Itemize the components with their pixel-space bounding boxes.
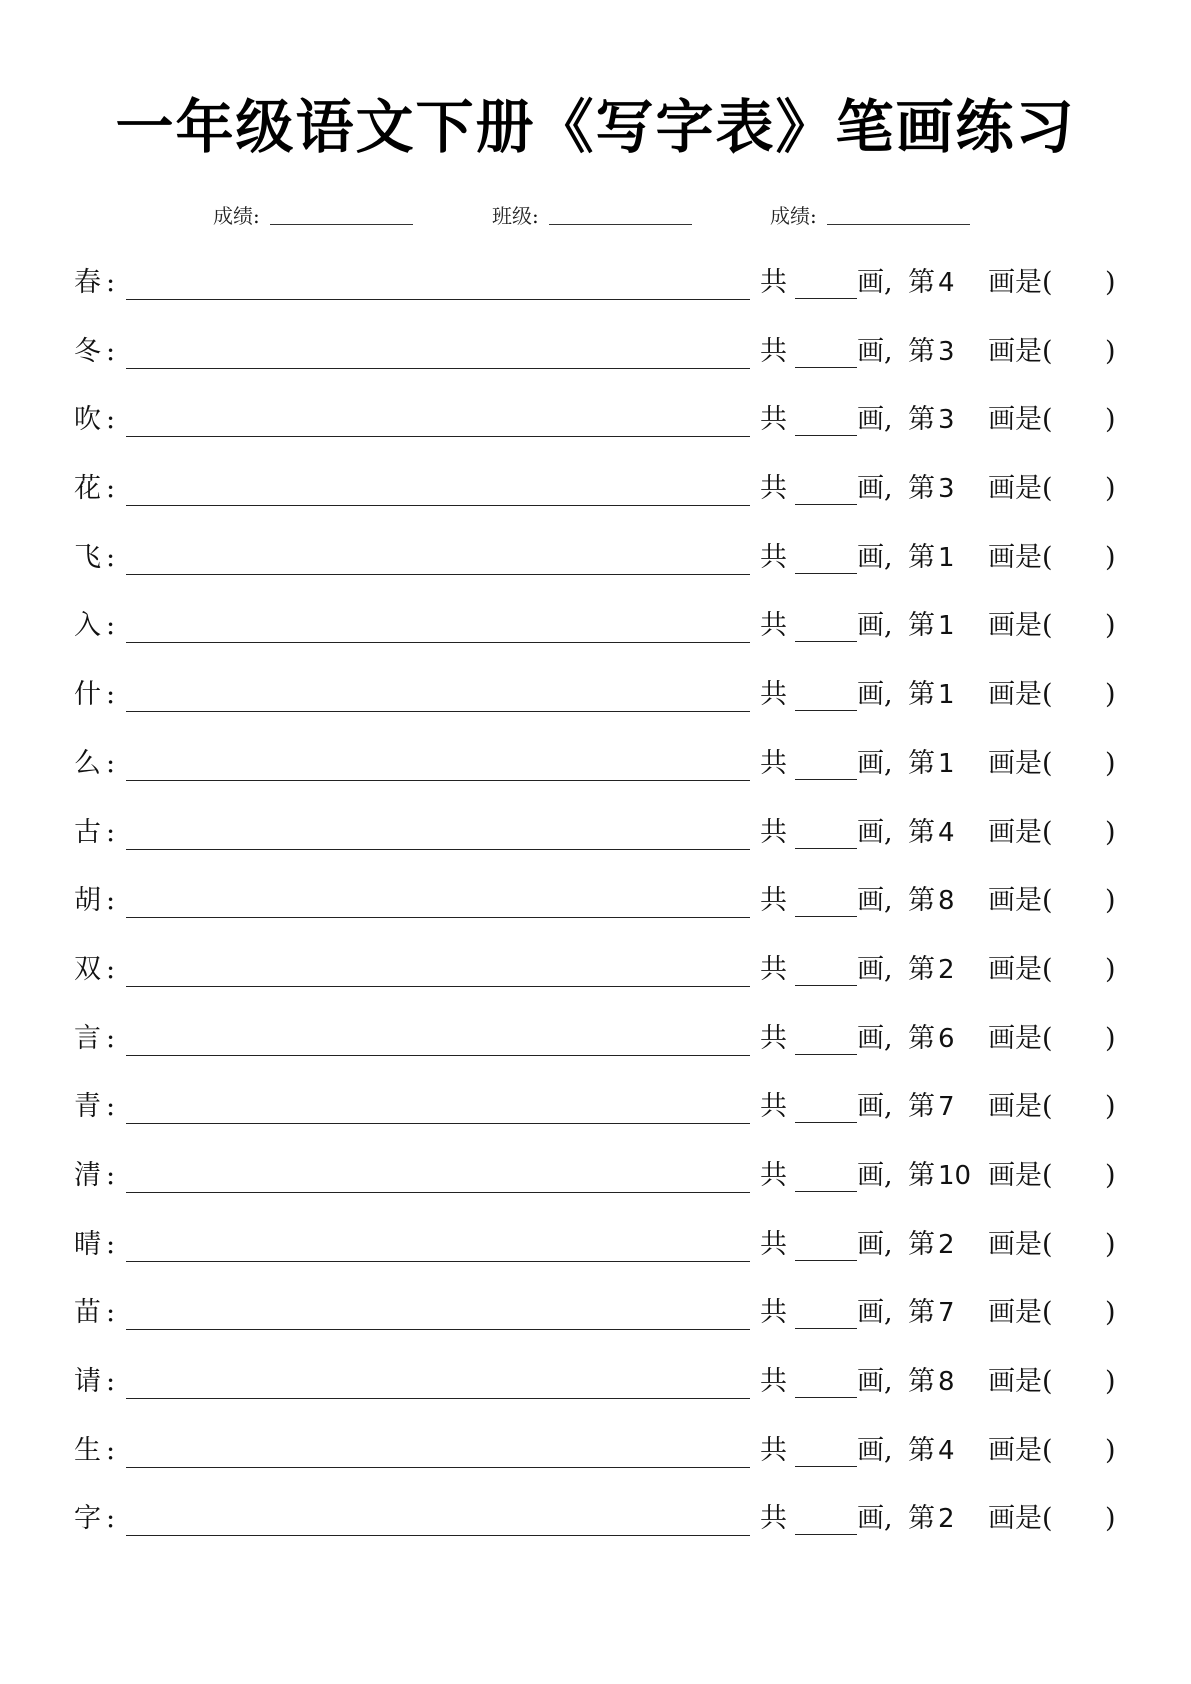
ordinal-label: 第	[908, 1503, 935, 1535]
stroke-count-blank[interactable]	[795, 1190, 857, 1192]
character-colon: :	[106, 335, 116, 367]
stroke-order-answer-line[interactable]	[126, 916, 750, 918]
stroke-order-answer-line[interactable]	[126, 1260, 750, 1262]
stroke-unit-label: 画,	[857, 1503, 893, 1535]
stroke-order-answer-line[interactable]	[126, 1328, 750, 1330]
stroke-order-answer-line[interactable]	[126, 848, 750, 850]
ordinal-label: 第	[908, 1091, 935, 1123]
answer-paren-close: )	[1105, 335, 1116, 367]
exercise-row	[0, 1151, 1191, 1220]
stroke-order-answer-line[interactable]	[126, 641, 750, 643]
stroke-number: 4	[938, 1435, 955, 1466]
stroke-count-blank[interactable]	[795, 366, 857, 368]
stroke-unit-label: 画,	[857, 1366, 893, 1397]
stroke-number: 2	[938, 954, 955, 985]
exercise-row	[0, 1494, 1191, 1563]
total-label: 共	[760, 1366, 787, 1397]
practice-character: 生	[74, 1434, 101, 1466]
stroke-order-answer-line[interactable]	[126, 1534, 750, 1536]
practice-character: 花	[74, 473, 101, 505]
stroke-number: 4	[938, 268, 955, 298]
answer-paren-close: )	[1105, 1022, 1116, 1054]
ordinal-label: 第	[908, 473, 935, 505]
character-colon: :	[106, 610, 116, 642]
total-label: 共	[760, 747, 787, 779]
total-label: 共	[760, 816, 787, 848]
stroke-number: 4	[938, 817, 955, 848]
ordinal-label: 第	[908, 1297, 935, 1329]
exercise-row	[0, 739, 1191, 808]
total-label: 共	[760, 679, 787, 711]
exercise-row	[0, 464, 1191, 533]
stroke-count-blank[interactable]	[795, 1533, 857, 1535]
practice-character: 请	[74, 1366, 101, 1397]
stroke-number: 8	[938, 1367, 955, 1397]
practice-character: 清	[74, 1159, 101, 1191]
practice-character: 飞	[74, 541, 101, 573]
stroke-number: 1	[938, 542, 955, 573]
stroke-count-blank[interactable]	[795, 709, 857, 711]
total-label: 共	[760, 473, 787, 505]
stroke-unit-label: 画,	[857, 816, 893, 848]
exercise-row	[0, 1288, 1191, 1357]
student-info-row	[0, 196, 1191, 228]
stroke-is-label: 画是(	[988, 1503, 1053, 1535]
stroke-is-label: 画是(	[988, 816, 1053, 848]
stroke-is-label: 画是(	[988, 1434, 1053, 1466]
score-blank[interactable]	[270, 223, 413, 225]
stroke-count-blank[interactable]	[795, 1259, 857, 1261]
character-colon: :	[106, 1022, 116, 1054]
character-colon: :	[106, 1228, 116, 1260]
stroke-is-label: 画是(	[988, 610, 1053, 642]
character-colon: :	[106, 541, 116, 573]
page-title: 一年级语文下册《写字表》笔画练习	[115, 93, 1076, 161]
stroke-is-label: 画是(	[988, 1022, 1053, 1054]
stroke-order-answer-line[interactable]	[126, 779, 750, 781]
stroke-order-answer-line[interactable]	[126, 504, 750, 506]
stroke-number: 6	[938, 1023, 955, 1054]
answer-paren-close: )	[1105, 473, 1116, 505]
ordinal-label: 第	[908, 610, 935, 642]
practice-character: 古	[74, 816, 101, 848]
total-label: 共	[760, 1159, 787, 1191]
stroke-order-answer-line[interactable]	[126, 1191, 750, 1193]
exercise-row	[0, 1357, 1191, 1426]
total-label: 共	[760, 541, 787, 573]
stroke-count-blank[interactable]	[795, 847, 857, 849]
stroke-unit-label: 画,	[857, 1159, 893, 1191]
stroke-count-blank[interactable]	[795, 640, 857, 642]
practice-character: 吹	[74, 404, 101, 436]
stroke-order-answer-line[interactable]	[126, 367, 750, 369]
practice-character: 什	[74, 679, 101, 711]
stroke-unit-label: 画,	[857, 885, 893, 917]
stroke-count-blank[interactable]	[795, 915, 857, 917]
practice-character: 言	[74, 1022, 101, 1054]
stroke-is-label: 画是(	[988, 747, 1053, 779]
character-colon: :	[106, 1366, 116, 1397]
stroke-count-blank[interactable]	[795, 572, 857, 574]
stroke-number: 7	[938, 1298, 955, 1329]
character-colon: :	[106, 816, 116, 848]
ordinal-label: 第	[908, 1022, 935, 1054]
answer-paren-close: )	[1105, 679, 1116, 711]
practice-character: 么	[74, 747, 101, 779]
total-label: 共	[760, 1297, 787, 1329]
answer-paren-close: )	[1105, 1503, 1116, 1535]
answer-paren-close: )	[1105, 1366, 1116, 1397]
stroke-is-label: 画是(	[988, 953, 1053, 985]
exercise-row	[0, 395, 1191, 464]
exercise-row	[0, 945, 1191, 1014]
exercise-row	[0, 601, 1191, 670]
ordinal-label: 第	[908, 885, 935, 917]
answer-paren-close: )	[1105, 1228, 1116, 1260]
total-label: 共	[760, 1228, 787, 1260]
character-colon: :	[106, 1091, 116, 1123]
stroke-number: 1	[938, 611, 955, 642]
total-label: 共	[760, 1091, 787, 1123]
ordinal-label: 第	[908, 267, 935, 298]
total-label: 共	[760, 1434, 787, 1466]
ordinal-label: 第	[908, 1434, 935, 1466]
answer-paren-close: )	[1105, 1159, 1116, 1191]
stroke-number: 3	[938, 336, 955, 367]
ordinal-label: 第	[908, 404, 935, 436]
exercise-row	[0, 1014, 1191, 1083]
stroke-is-label: 画是(	[988, 335, 1053, 367]
stroke-count-blank[interactable]	[795, 1053, 857, 1055]
stroke-order-answer-line[interactable]	[126, 435, 750, 437]
stroke-is-label: 画是(	[988, 1228, 1053, 1260]
ordinal-label: 第	[908, 541, 935, 573]
stroke-is-label: 画是(	[988, 404, 1053, 436]
stroke-is-label: 画是(	[988, 541, 1053, 573]
stroke-is-label: 画是(	[988, 1366, 1053, 1397]
stroke-is-label: 画是(	[988, 473, 1053, 505]
ordinal-label: 第	[908, 816, 935, 848]
stroke-count-blank[interactable]	[795, 1465, 857, 1467]
stroke-count-blank[interactable]	[795, 434, 857, 436]
stroke-is-label: 画是(	[988, 1297, 1053, 1329]
answer-paren-close: )	[1105, 953, 1116, 985]
stroke-order-answer-line[interactable]	[126, 985, 750, 987]
stroke-count-blank[interactable]	[795, 1327, 857, 1329]
stroke-number: 2	[938, 1229, 955, 1260]
ordinal-label: 第	[908, 1366, 935, 1397]
ordinal-label: 第	[908, 953, 935, 985]
practice-character: 双	[74, 953, 101, 985]
exercise-row	[0, 808, 1191, 877]
stroke-count-blank[interactable]	[795, 503, 857, 505]
score-label-2: 成绩	[770, 204, 810, 228]
practice-character: 冬	[74, 335, 101, 367]
stroke-count-blank[interactable]	[795, 984, 857, 986]
ordinal-label: 第	[908, 1159, 935, 1191]
stroke-unit-label: 画,	[857, 610, 893, 642]
character-colon: :	[106, 473, 116, 505]
exercise-row	[0, 533, 1191, 602]
answer-paren-close: )	[1105, 1091, 1116, 1123]
ordinal-label: 第	[908, 335, 935, 367]
exercise-row	[0, 1082, 1191, 1151]
stroke-order-answer-line[interactable]	[126, 298, 750, 300]
stroke-is-label: 画是(	[988, 267, 1053, 298]
exercise-row	[0, 670, 1191, 739]
total-label: 共	[760, 1022, 787, 1054]
stroke-order-answer-line[interactable]	[126, 1122, 750, 1124]
score-label: 成绩	[213, 204, 253, 228]
stroke-number: 1	[938, 748, 955, 779]
stroke-number: 3	[938, 474, 955, 505]
stroke-order-answer-line[interactable]	[126, 1466, 750, 1468]
character-colon: :	[106, 747, 116, 779]
character-colon: :	[106, 404, 116, 436]
stroke-order-answer-line[interactable]	[126, 1397, 750, 1399]
total-label: 共	[760, 953, 787, 985]
stroke-order-answer-line[interactable]	[126, 710, 750, 712]
practice-character: 春	[74, 267, 101, 298]
total-label: 共	[760, 267, 787, 298]
character-colon: :	[106, 1297, 116, 1329]
exercise-row	[0, 327, 1191, 396]
stroke-number: 10	[938, 1160, 972, 1191]
answer-paren-close: )	[1105, 1434, 1116, 1466]
character-colon: :	[106, 1503, 116, 1535]
stroke-order-answer-line[interactable]	[126, 573, 750, 575]
stroke-unit-label: 画,	[857, 1297, 893, 1329]
practice-character: 青	[74, 1091, 101, 1123]
stroke-count-blank[interactable]	[795, 1396, 857, 1398]
score-blank-2[interactable]	[827, 223, 970, 225]
total-label: 共	[760, 885, 787, 917]
stroke-number: 3	[938, 405, 955, 436]
class-label: 班级	[492, 204, 532, 228]
answer-paren-close: )	[1105, 816, 1116, 848]
stroke-is-label: 画是(	[988, 885, 1053, 917]
character-colon: :	[106, 679, 116, 711]
stroke-unit-label: 画,	[857, 404, 893, 436]
exercise-rows	[0, 258, 1191, 1563]
character-colon: :	[106, 1159, 116, 1191]
answer-paren-close: )	[1105, 610, 1116, 642]
stroke-unit-label: 画,	[857, 473, 893, 505]
class-blank[interactable]	[549, 223, 692, 225]
character-colon: :	[106, 1434, 116, 1466]
stroke-count-blank[interactable]	[795, 778, 857, 780]
character-colon: :	[106, 953, 116, 985]
answer-paren-close: )	[1105, 1297, 1116, 1329]
stroke-number: 2	[938, 1504, 955, 1535]
exercise-row	[0, 1426, 1191, 1495]
stroke-unit-label: 画,	[857, 1434, 893, 1466]
stroke-unit-label: 画,	[857, 679, 893, 711]
score-field	[213, 196, 413, 228]
stroke-unit-label: 画,	[857, 1091, 893, 1123]
ordinal-label: 第	[908, 679, 935, 711]
stroke-number: 1	[938, 680, 955, 711]
practice-character: 字	[74, 1503, 101, 1535]
answer-paren-close: )	[1105, 541, 1116, 573]
exercise-row	[0, 876, 1191, 945]
score-colon: :	[253, 204, 260, 228]
stroke-unit-label: 画,	[857, 1022, 893, 1054]
practice-character: 晴	[74, 1228, 101, 1260]
character-colon: :	[106, 885, 116, 917]
stroke-count-blank[interactable]	[795, 1121, 857, 1123]
exercise-row	[0, 1220, 1191, 1289]
stroke-number: 8	[938, 886, 955, 917]
total-label: 共	[760, 610, 787, 642]
stroke-unit-label: 画,	[857, 541, 893, 573]
stroke-is-label: 画是(	[988, 1091, 1053, 1123]
stroke-count-blank[interactable]	[795, 297, 857, 299]
stroke-number: 7	[938, 1092, 955, 1123]
stroke-unit-label: 画,	[857, 953, 893, 985]
total-label: 共	[760, 335, 787, 367]
stroke-unit-label: 画,	[857, 1228, 893, 1260]
total-label: 共	[760, 404, 787, 436]
practice-character: 苗	[74, 1297, 101, 1329]
answer-paren-close: )	[1105, 747, 1116, 779]
class-colon: :	[532, 204, 539, 228]
answer-paren-close: )	[1105, 885, 1116, 917]
stroke-unit-label: 画,	[857, 267, 893, 298]
stroke-order-answer-line[interactable]	[126, 1054, 750, 1056]
answer-paren-close: )	[1105, 267, 1116, 298]
practice-character: 胡	[74, 885, 101, 917]
practice-character: 入	[74, 610, 101, 642]
score-colon-2: :	[810, 204, 817, 228]
stroke-unit-label: 画,	[857, 747, 893, 779]
class-field	[492, 196, 692, 228]
stroke-unit-label: 画,	[857, 335, 893, 367]
ordinal-label: 第	[908, 747, 935, 779]
exercise-row	[0, 258, 1191, 327]
character-colon: :	[106, 267, 116, 298]
answer-paren-close: )	[1105, 404, 1116, 436]
ordinal-label: 第	[908, 1228, 935, 1260]
stroke-is-label: 画是(	[988, 679, 1053, 711]
score-field-2	[770, 196, 970, 228]
total-label: 共	[760, 1503, 787, 1535]
stroke-is-label: 画是(	[988, 1159, 1053, 1191]
